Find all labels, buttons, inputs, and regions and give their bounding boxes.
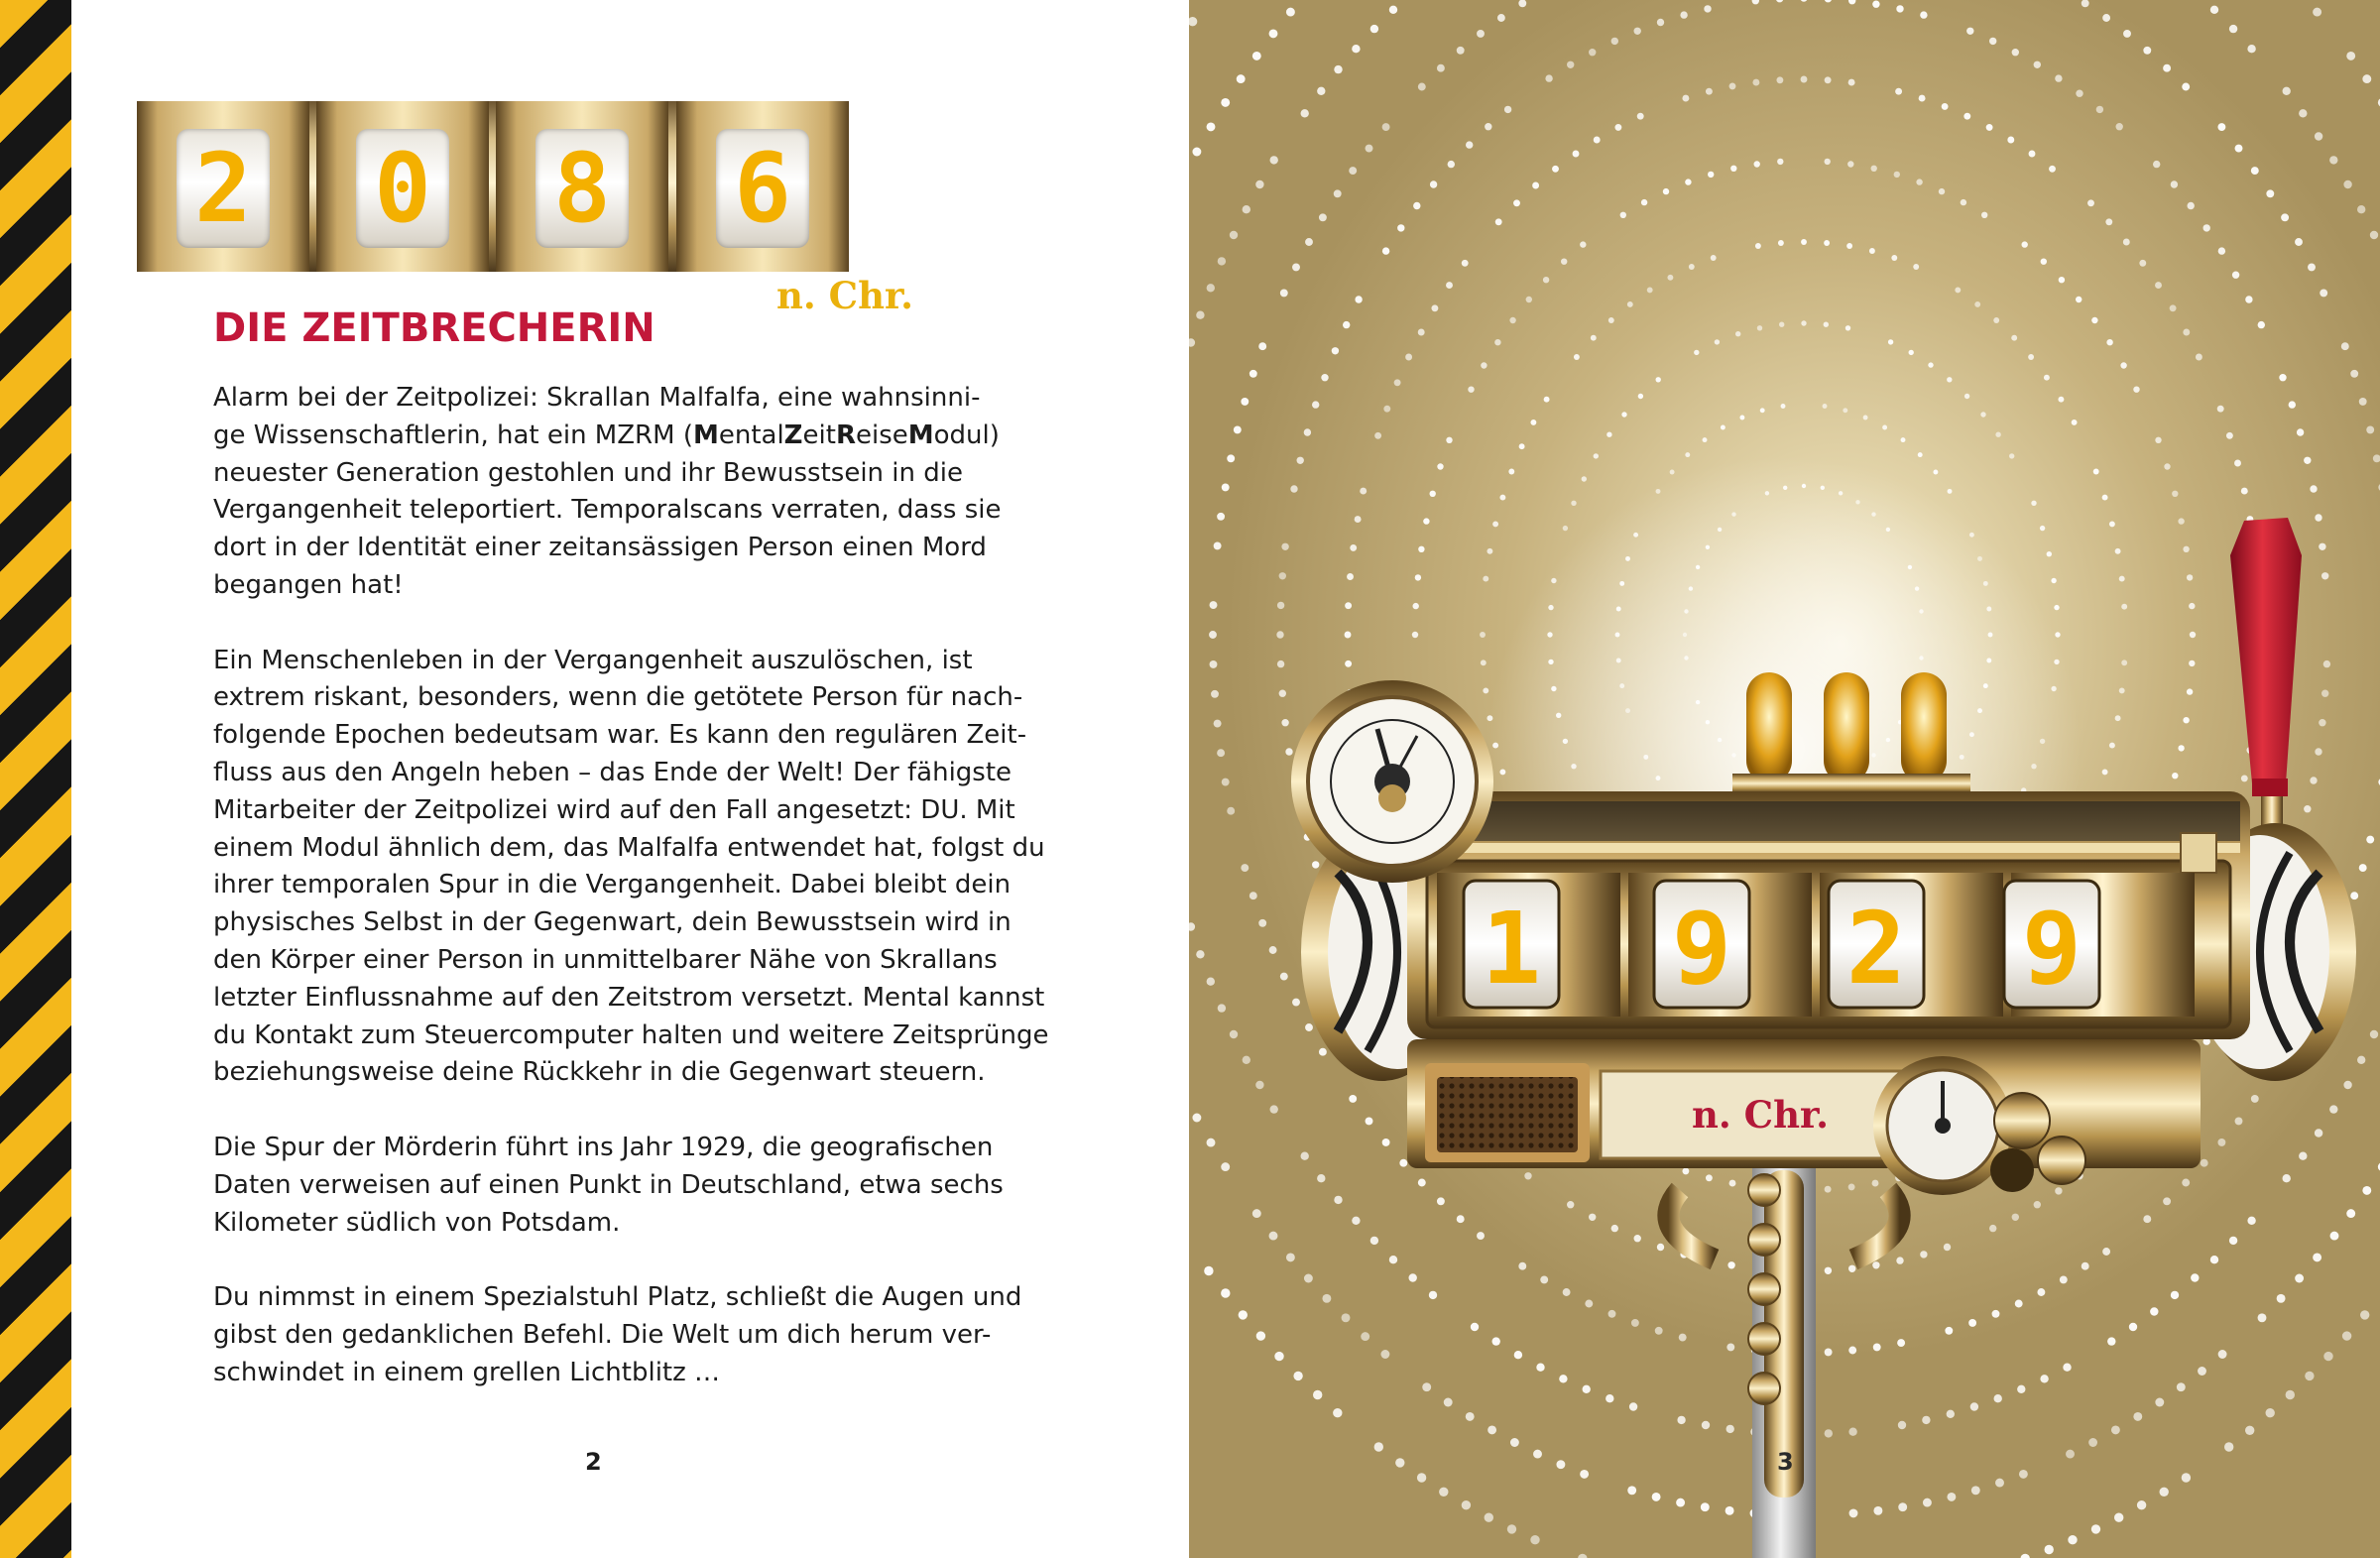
text-line: den Körper einer Person in unmittelbarer Nähe von Skrallans bbox=[213, 944, 998, 975]
machine-year-digit: 2 bbox=[1845, 891, 1907, 1007]
text-line: fluss aus den Angeln heben – das Ende der Welt! Der fähigste bbox=[213, 757, 1012, 787]
text-line: Daten verweisen auf einen Punkt in Deutschland, etwa sechs bbox=[213, 1169, 1004, 1200]
year-digit: 8 bbox=[553, 133, 611, 244]
text-line: Mitarbeiter der Zeitpolizei wird auf den Fall angesetzt: DU. Mit bbox=[213, 794, 1015, 825]
paragraph-4 bbox=[213, 1279, 1036, 1391]
chapter-title: DIE ZEITBRECHERIN bbox=[213, 305, 655, 351]
gear-icon bbox=[2038, 1137, 2085, 1184]
era-label: n. Chr. bbox=[776, 274, 913, 317]
text-line: einem Modul ähnlich dem, das Malfalfa entwendet hat, folgst du bbox=[213, 832, 1045, 863]
machine-year-cell bbox=[1820, 873, 2003, 1017]
paragraph-2 bbox=[213, 643, 1049, 1093]
hazard-stripe-border bbox=[0, 0, 71, 1558]
year-digit-cell bbox=[676, 101, 849, 272]
text-line: Du nimmst in einem Spezialstuhl Platz, schließt die Augen und bbox=[213, 1282, 1022, 1313]
year-digit: 6 bbox=[734, 133, 791, 244]
paragraph-1 bbox=[213, 380, 1036, 605]
paragraph-3 bbox=[213, 1130, 1036, 1242]
speaker-grill bbox=[1437, 1077, 1578, 1152]
text-line: gibst den gedanklichen Befehl. Die Welt um dich herum ver- bbox=[213, 1319, 992, 1350]
text-line: begangen hat! bbox=[213, 569, 404, 600]
text-line: folgende Epochen bedeutsam war. Es kann den regulären Zeit- bbox=[213, 720, 1027, 751]
year-counter-2086 bbox=[137, 101, 849, 272]
text-line: neuester Generation gestohlen und ihr Bewusstsein in die bbox=[213, 457, 963, 488]
text-line-mzrm: ge Wissenschaftlerin, hat ein MZRM (MentalZeitReiseModul) bbox=[213, 419, 1000, 450]
text-line: ihrer temporalen Spur in die Vergangenheit. Dabei bleibt dein bbox=[213, 870, 1012, 900]
text-line: extrem riskant, besonders, wenn die getötete Person für nach- bbox=[213, 682, 1023, 713]
machine-era-label: n. Chr. bbox=[1692, 1093, 1829, 1137]
machine-year-digit: 9 bbox=[1671, 891, 1732, 1007]
year-digit-cell bbox=[137, 101, 309, 272]
machine-year-cell bbox=[2004, 873, 2195, 1017]
right-page-illustration bbox=[1189, 0, 2380, 1558]
year-digit: 0 bbox=[374, 133, 431, 244]
text-line: Kilometer südlich von Potsdam. bbox=[213, 1207, 621, 1238]
year-digit-cell bbox=[496, 101, 668, 272]
gear-icon bbox=[1990, 1148, 2034, 1192]
text-line: beziehungsweise deine Rückkehr in die Gegenwart steuern. bbox=[213, 1057, 986, 1088]
machine-year-digit: 9 bbox=[2021, 891, 2082, 1007]
body-text bbox=[213, 380, 1049, 1429]
year-digit-cell bbox=[316, 101, 489, 272]
text-line: physisches Selbst in der Gegenwart, dein Bewusstsein wird in bbox=[213, 907, 1012, 938]
machine-year-cell bbox=[1628, 873, 1812, 1017]
text-line: Alarm bei der Zeitpolizei: Skrallan Malfalfa, eine wahnsinni- bbox=[213, 383, 981, 413]
text-line: dort in der Identität einer zeitansässigen Person einen Mord bbox=[213, 533, 987, 563]
time-machine-illustration bbox=[1189, 0, 2380, 1558]
machine-year-digit: 1 bbox=[1481, 891, 1542, 1007]
year-digit: 2 bbox=[194, 133, 252, 244]
page-number-right: 3 bbox=[1777, 1448, 1794, 1476]
text-line: letzter Einflussnahme auf den Zeitstrom versetzt. Mental kannst bbox=[213, 982, 1045, 1013]
gear-icon bbox=[1994, 1093, 2050, 1148]
clock-icon bbox=[1291, 680, 1493, 883]
text-line: du Kontakt zum Steuercomputer halten und weitere Zeitsprünge bbox=[213, 1019, 1049, 1050]
machine-year-cell bbox=[1437, 873, 1620, 1017]
text-line: Vergangenheit teleportiert. Temporalscans verraten, dass sie bbox=[213, 495, 1002, 526]
page-number-left: 2 bbox=[585, 1448, 602, 1476]
text-line: schwindet in einem grellen Lichtblitz … bbox=[213, 1357, 721, 1387]
text-line: Die Spur der Mörderin führt ins Jahr 1929, die geografischen bbox=[213, 1132, 994, 1162]
text-line: Ein Menschenleben in der Vergangenheit auszulöschen, ist bbox=[213, 645, 973, 675]
bulbs bbox=[1732, 672, 1970, 793]
